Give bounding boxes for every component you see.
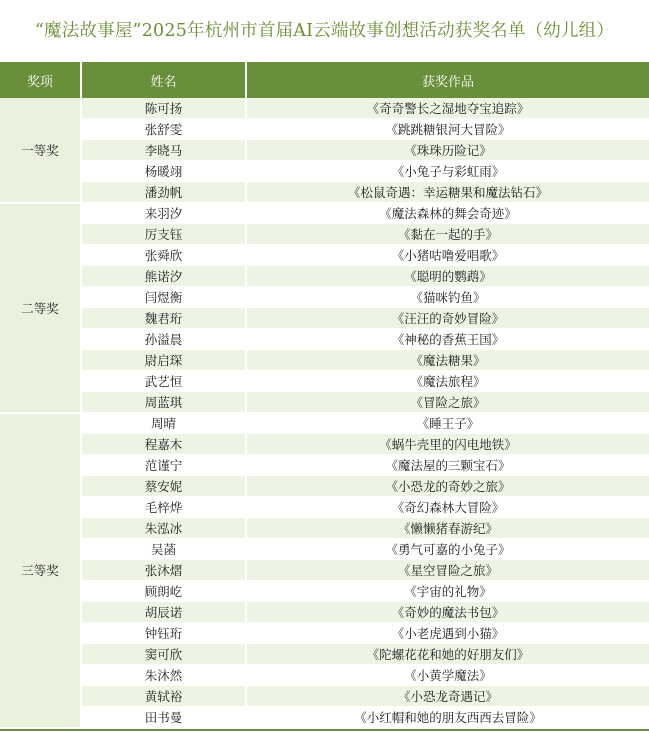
table-row bbox=[0, 644, 649, 665]
table-row bbox=[0, 308, 649, 329]
award-level: 二等奖 bbox=[0, 203, 81, 413]
winning-work: 《懒懒猪春游纪》 bbox=[246, 518, 649, 539]
winning-work: 《冒险之旅》 bbox=[246, 392, 649, 413]
winner-name: 程嘉木 bbox=[81, 434, 246, 455]
winning-work: 《陀螺花花和她的好朋友们》 bbox=[246, 644, 649, 665]
winning-work: 《小老虎遇到小猫》 bbox=[246, 623, 649, 644]
winning-work: 《睡王子》 bbox=[246, 413, 649, 434]
winning-work: 《黏在一起的手》 bbox=[246, 224, 649, 245]
winner-name: 李晓马 bbox=[81, 140, 246, 161]
winning-work: 《宇宙的礼物》 bbox=[246, 581, 649, 602]
table-row bbox=[0, 581, 649, 602]
winning-work: 《小黄学魔法》 bbox=[246, 665, 649, 686]
winner-name: 尉启琛 bbox=[81, 350, 246, 371]
winner-name: 孙溢晨 bbox=[81, 329, 246, 350]
table-row bbox=[0, 350, 649, 371]
table-row bbox=[0, 98, 649, 119]
winning-work: 《珠珠历险记》 bbox=[246, 140, 649, 161]
winner-name: 陈可扬 bbox=[81, 98, 246, 119]
winner-name: 武艺恒 bbox=[81, 371, 246, 392]
winner-name: 来羽汐 bbox=[81, 203, 246, 224]
table-row bbox=[0, 182, 649, 203]
header-award: 奖项 bbox=[0, 62, 81, 98]
winner-name: 朱沐然 bbox=[81, 665, 246, 686]
winner-name: 潘劲帆 bbox=[81, 182, 246, 203]
table-row bbox=[0, 707, 649, 728]
winning-work: 《小猪咕噜爱唱歌》 bbox=[246, 245, 649, 266]
winner-name: 张沐熠 bbox=[81, 560, 246, 581]
winning-work: 《小兔子与彩虹雨》 bbox=[246, 161, 649, 182]
table-row bbox=[0, 686, 649, 707]
winner-name: 钟钰珩 bbox=[81, 623, 246, 644]
table-row bbox=[0, 476, 649, 497]
award-table bbox=[0, 62, 649, 729]
table-row bbox=[0, 119, 649, 140]
table-row bbox=[0, 455, 649, 476]
table-row bbox=[0, 413, 649, 434]
winner-name: 范谨宁 bbox=[81, 455, 246, 476]
winning-work: 《奇奇警长之湿地夺宝追踪》 bbox=[246, 98, 649, 119]
table-row bbox=[0, 392, 649, 413]
winning-work: 《猫咪钓鱼》 bbox=[246, 287, 649, 308]
winning-work: 《勇气可嘉的小兔子》 bbox=[246, 539, 649, 560]
header-row bbox=[0, 62, 649, 98]
table-row bbox=[0, 224, 649, 245]
winner-name: 毛梓烨 bbox=[81, 497, 246, 518]
winner-name: 杨暖翊 bbox=[81, 161, 246, 182]
table-row bbox=[0, 518, 649, 539]
winning-work: 《小恐龙的奇妙之旅》 bbox=[246, 476, 649, 497]
winner-name: 朱泓冰 bbox=[81, 518, 246, 539]
winning-work: 《蜗牛壳里的闪电地铁》 bbox=[246, 434, 649, 455]
table-row bbox=[0, 539, 649, 560]
winning-work: 《魔法屋的三颗宝石》 bbox=[246, 455, 649, 476]
table-row bbox=[0, 434, 649, 455]
header-name: 姓名 bbox=[81, 62, 246, 98]
winner-name: 胡辰诺 bbox=[81, 602, 246, 623]
award-level: 三等奖 bbox=[0, 413, 81, 728]
winning-work: 《奇妙的魔法书包》 bbox=[246, 602, 649, 623]
winning-work: 《星空冒险之旅》 bbox=[246, 560, 649, 581]
winner-name: 熊诺汐 bbox=[81, 266, 246, 287]
winning-work: 《奇幻森林大冒险》 bbox=[246, 497, 649, 518]
bottom-rule bbox=[0, 729, 649, 731]
table-row bbox=[0, 371, 649, 392]
winner-name: 闫煜衡 bbox=[81, 287, 246, 308]
winning-work: 《魔法森林的舞会奇迹》 bbox=[246, 203, 649, 224]
page-title: “魔法故事屋”2025年杭州市首届AI云端故事创想活动获奖名单（幼儿组） bbox=[34, 21, 615, 41]
winning-work: 《魔法旅程》 bbox=[246, 371, 649, 392]
header-work: 获奖作品 bbox=[246, 62, 649, 98]
winning-work: 《小恐龙奇遇记》 bbox=[246, 686, 649, 707]
winner-name: 蔡安妮 bbox=[81, 476, 246, 497]
winner-name: 周蓝琪 bbox=[81, 392, 246, 413]
winning-work: 《神秘的香蕉王国》 bbox=[246, 329, 649, 350]
table-row bbox=[0, 266, 649, 287]
winner-name: 吴菡 bbox=[81, 539, 246, 560]
table-row bbox=[0, 560, 649, 581]
winner-name: 厉支钰 bbox=[81, 224, 246, 245]
award-level: 一等奖 bbox=[0, 98, 81, 203]
winning-work: 《松鼠奇遇：幸运糖果和魔法钻石》 bbox=[246, 182, 649, 203]
table-row bbox=[0, 329, 649, 350]
table-row bbox=[0, 602, 649, 623]
winner-name: 张舒雯 bbox=[81, 119, 246, 140]
winner-name: 黄轼裕 bbox=[81, 686, 246, 707]
winning-work: 《聪明的鹦鹉》 bbox=[246, 266, 649, 287]
table-row bbox=[0, 245, 649, 266]
winner-name: 顾朗屹 bbox=[81, 581, 246, 602]
table-row bbox=[0, 497, 649, 518]
table-body bbox=[0, 98, 649, 728]
table-row bbox=[0, 665, 649, 686]
winner-name: 窦可欣 bbox=[81, 644, 246, 665]
winning-work: 《跳跳糖银河大冒险》 bbox=[246, 119, 649, 140]
winner-name: 魏君珩 bbox=[81, 308, 246, 329]
winner-name: 周晴 bbox=[81, 413, 246, 434]
winning-work: 《魔法糖果》 bbox=[246, 350, 649, 371]
table-row bbox=[0, 203, 649, 224]
table-row bbox=[0, 287, 649, 308]
table-row bbox=[0, 140, 649, 161]
winner-name: 张舜欣 bbox=[81, 245, 246, 266]
table-row bbox=[0, 161, 649, 182]
winning-work: 《小红帽和她的朋友西西去冒险》 bbox=[246, 707, 649, 728]
table-row bbox=[0, 623, 649, 644]
winning-work: 《汪汪的奇妙冒险》 bbox=[246, 308, 649, 329]
winner-name: 田书曼 bbox=[81, 707, 246, 728]
